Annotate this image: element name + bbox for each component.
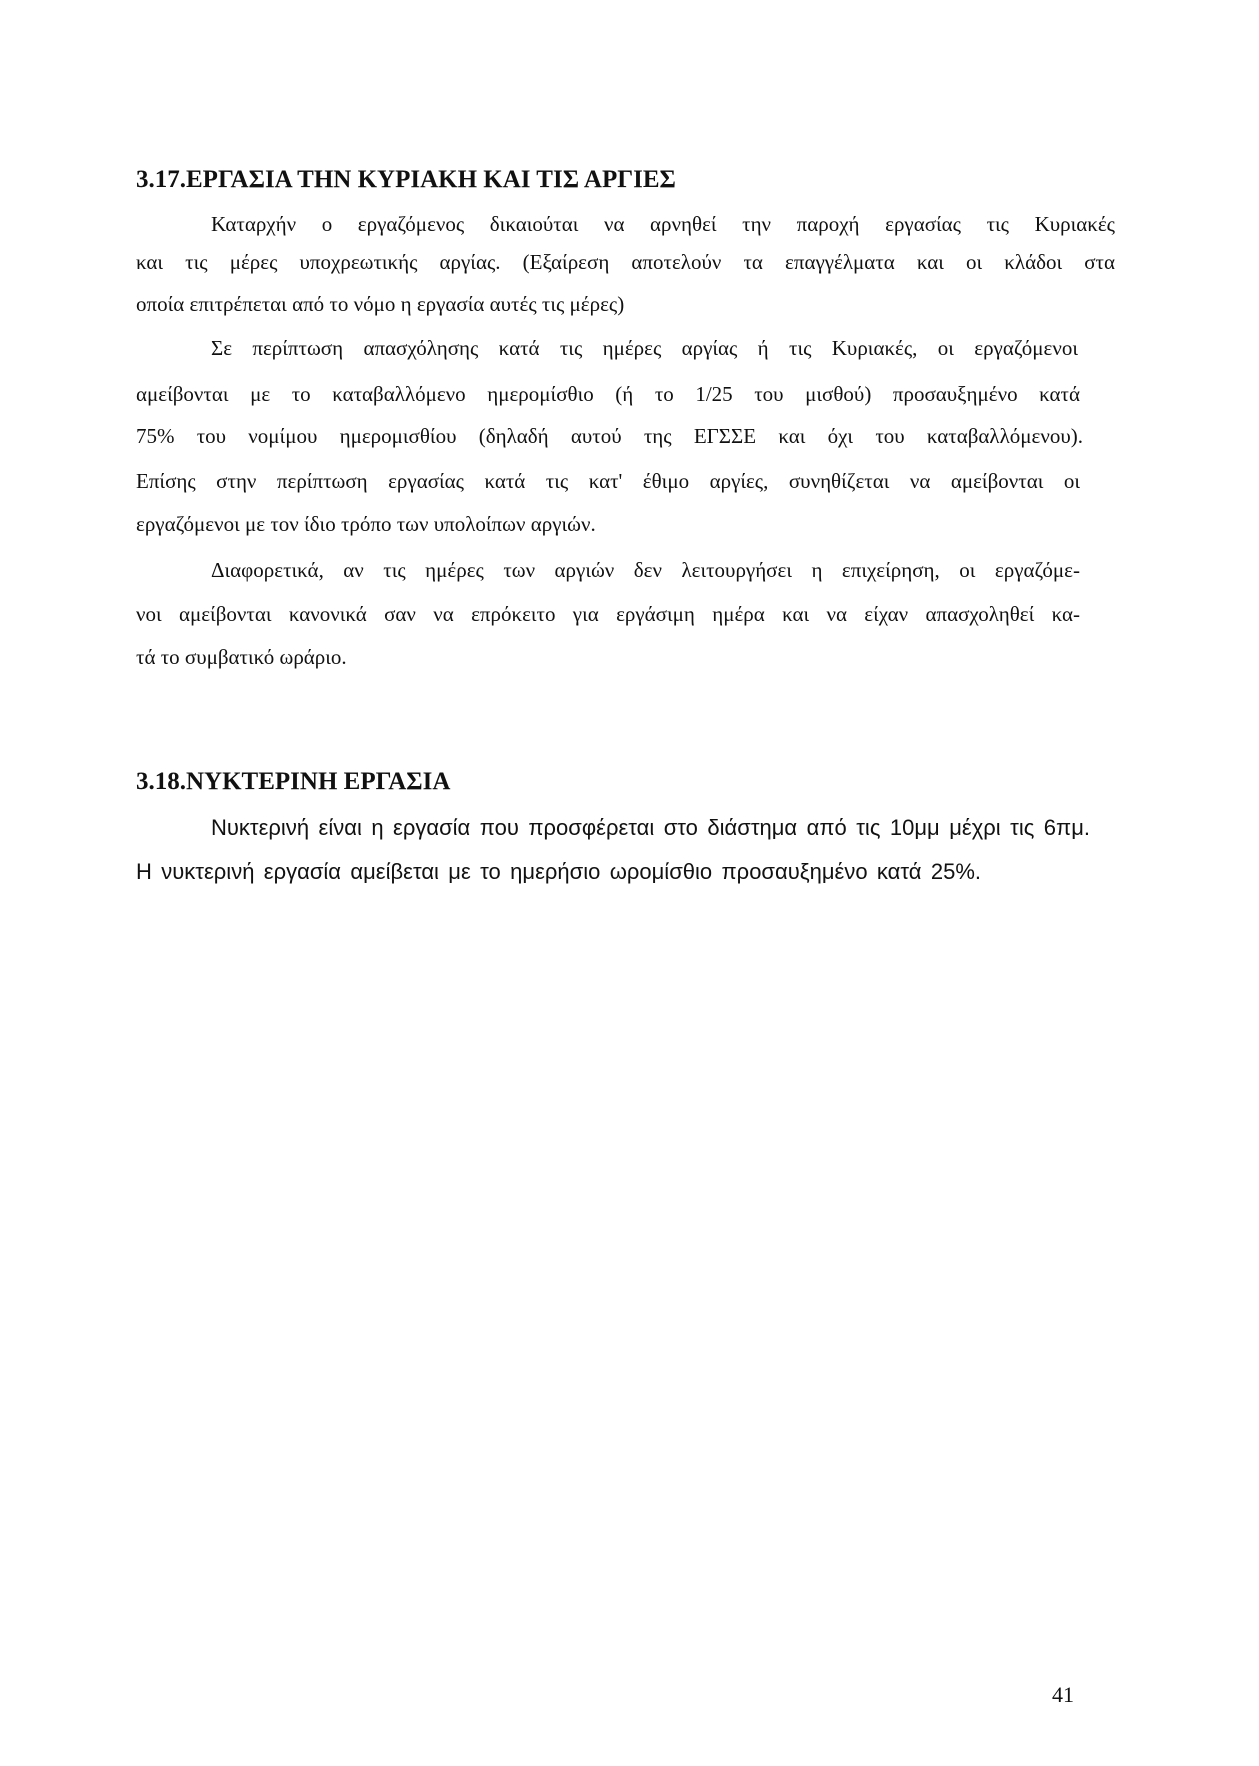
- section-3-17-line: οποία επιτρέπεται από το νόμο η εργασία αυτές τις μέρες): [136, 292, 625, 316]
- section-3-17-line: Επίσης στην περίπτωση εργασίας κατά τις κατ' έθιμο αργίες, συνηθίζεται να αμείβονται οι: [136, 469, 1080, 493]
- section-3-17-line: Σε περίπτωση απασχόλησης κατά τις ημέρες αργίας ή τις Κυριακές, οι εργαζόμενοι: [211, 336, 1078, 360]
- section-3-17-line: αμείβονται με το καταβαλλόμενο ημερομίσθιο (ή το 1/25 του μισθού) προσαυξημένο κατά: [136, 382, 1080, 406]
- section-3-17-line: νοι αμείβονται κανονικά σαν να επρόκειτο για εργάσιμη ημέρα και να είχαν απασχοληθεί κα-: [136, 602, 1080, 626]
- section-3-18-line: Η νυκτερινή εργασία αμείβεται με το ημερήσιο ωρομίσθιο προσαυξημένο κατά 25%.: [136, 859, 981, 884]
- section-3-17-line: 75% του νομίμου ημερομισθίου (δηλαδή αυτού της ΕΓΣΣΕ και όχι του καταβαλλόμενου).: [136, 424, 1083, 448]
- section-3-18-line: Νυκτερινή είναι η εργασία που προσφέρεται στο διάστημα από τις 10μμ μέχρι τις 6πμ.: [211, 815, 1090, 840]
- section-3-17-line: Καταρχήν ο εργαζόμενος δικαιούται να αρνηθεί την παροχή εργασίας τις Κυριακές: [211, 212, 1115, 236]
- section-3-17-line: εργαζόμενοι με τον ίδιο τρόπο των υπολοίπων αργιών.: [136, 512, 596, 536]
- section-3-17-line: Διαφορετικά, αν τις ημέρες των αργιών δεν λειτουργήσει η επιχείρηση, οι εργαζόμε-: [211, 558, 1080, 582]
- section-3-17-line: και τις μέρες υποχρεωτικής αργίας. (Εξαίρεση αποτελούν τα επαγγέλματα και οι κλάδοι στα: [136, 250, 1115, 274]
- section-3-17-heading: 3.17.ΕΡΓΑΣΙΑ ΤΗΝ ΚΥΡΙΑΚΗ ΚΑΙ ΤΙΣ ΑΡΓΙΕΣ: [136, 166, 676, 193]
- section-3-18-heading: 3.18.ΝΥΚΤΕΡΙΝΗ ΕΡΓΑΣΙΑ: [136, 768, 451, 795]
- section-3-17-line: τά το συμβατικό ωράριο.: [136, 645, 347, 669]
- page-number: 41: [1052, 1682, 1074, 1707]
